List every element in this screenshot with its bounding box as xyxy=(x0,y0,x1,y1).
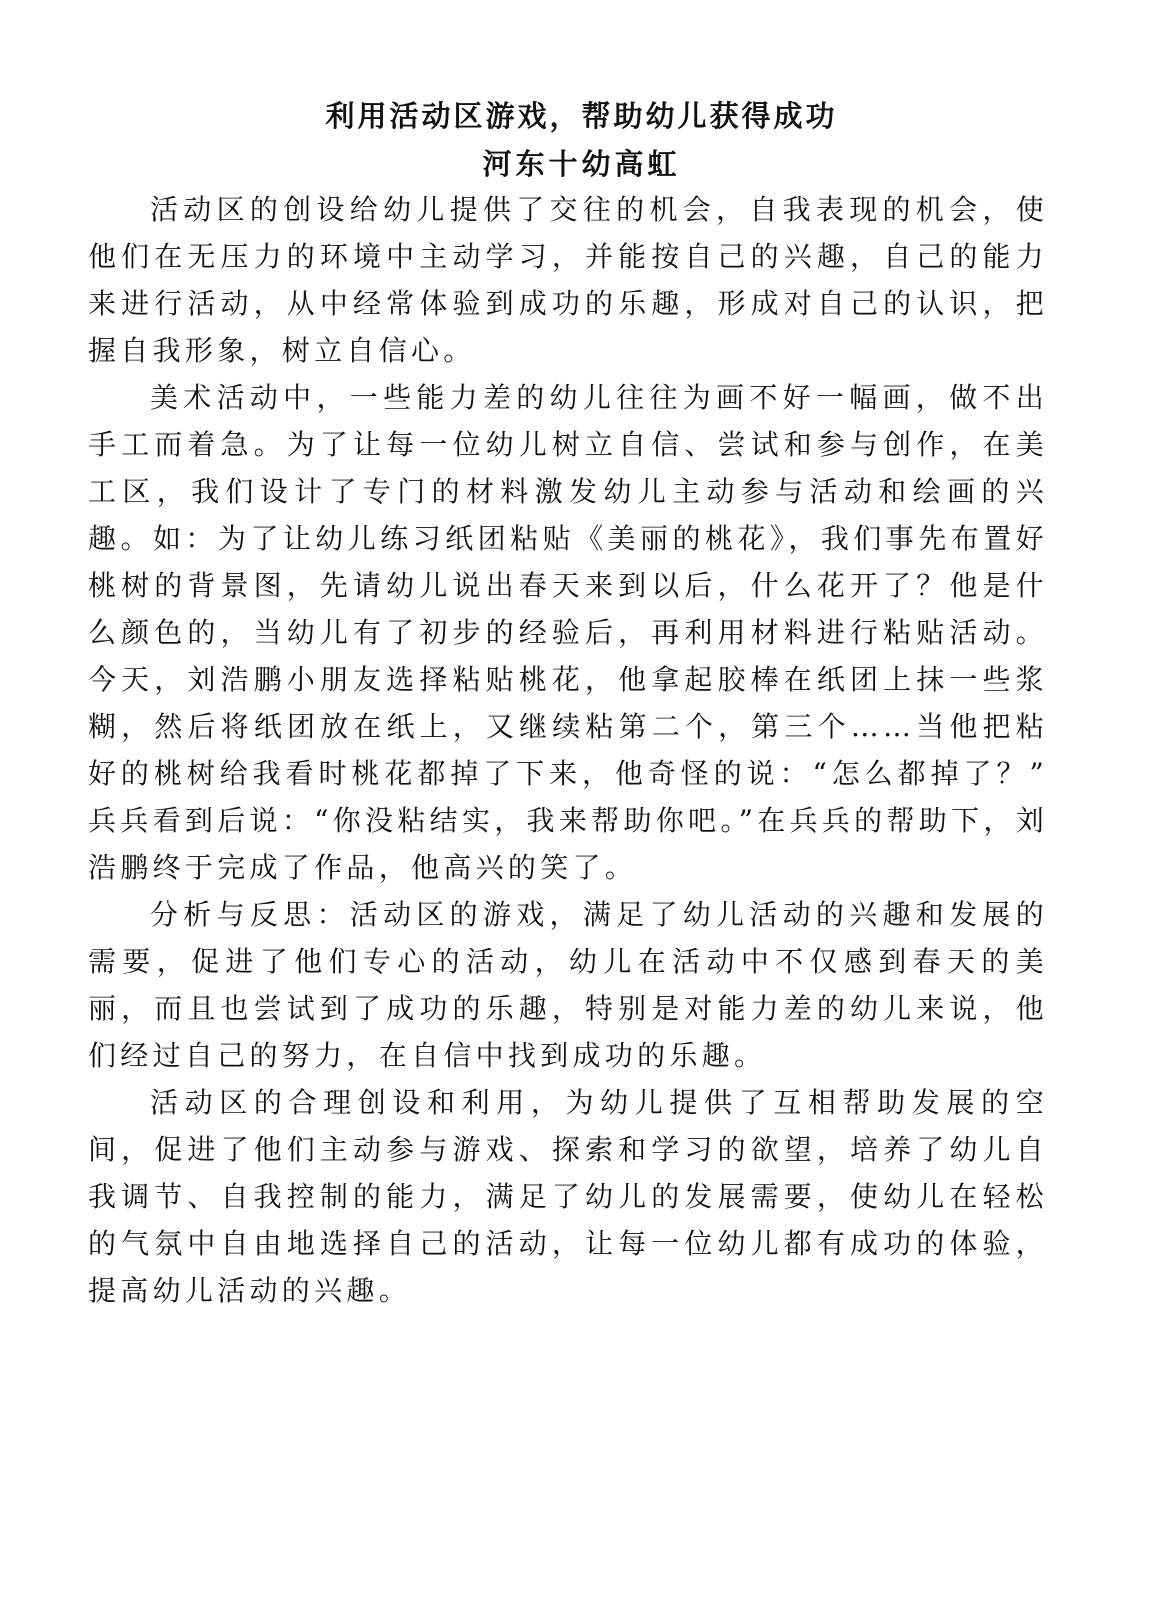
document-body xyxy=(88,186,1048,1314)
paragraph-conclusion: 活动区的合理创设和利用，为幼儿提供了互相帮助发展的空间，促进了他们主动参与游戏、探索和学习的欲望，培养了幼儿自我调节、自我控制的能力，满足了幼儿的发展需要，使幼儿在轻松的气氛中自由地选择自己的活动，让每一位幼儿都有成功的体验，提高幼儿活动的兴趣。 xyxy=(88,1086,1048,1307)
paragraph-intro: 活动区的创设给幼儿提供了交往的机会，自我表现的机会，使他们在无压力的环境中主动学习，并能按自己的兴趣，自己的能力来进行活动，从中经常体验到成功的乐趣，形成对自己的认识，把握自我形象，树立自信心。 xyxy=(88,193,1048,367)
paragraph-analysis: 分析与反思：活动区的游戏，满足了幼儿活动的兴趣和发展的需要，促进了他们专心的活动，幼儿在活动中不仅感到春天的美丽，而且也尝试到了成功的乐趣，特别是对能力差的幼儿来说，他们经过自己的努力，在自信中找到成功的乐趣。 xyxy=(88,898,1048,1072)
document-author: 河东十幼高虹 xyxy=(482,147,681,181)
document-title: 利用活动区游戏，帮助幼儿获得成功 xyxy=(325,99,838,133)
paragraph-art-activity: 美术活动中，一些能力差的幼儿往往为画不好一幅画，做不出手工而着急。为了让每一位幼儿树立自信、尝试和参与创作，在美工区，我们设计了专门的材料激发幼儿主动参与活动和绘画的兴趣。如：为了让幼儿练习纸团粘贴《美丽的桃花》，我们事先布置好桃树的背景图，先请幼儿说出春天来到以后，什么花开了？他是什么颜色的，当幼儿有了初步的经验后，再利用材料进行粘贴活动。今天，刘浩鹏小朋友选择粘贴桃花，他拿起胶棒在纸团上抹一些浆糊，然后将纸团放在纸上，又继续粘第二个，第三个……当他把粘好的桃树给我看时桃花都掉了下来，他奇怪的说：“怎么都掉了？” 兵兵看到后说：“你没粘结实，我来帮助你吧。”在兵兵的帮助下，刘浩鹏终于完成了作品，他高兴的笑了。 xyxy=(88,381,1048,884)
